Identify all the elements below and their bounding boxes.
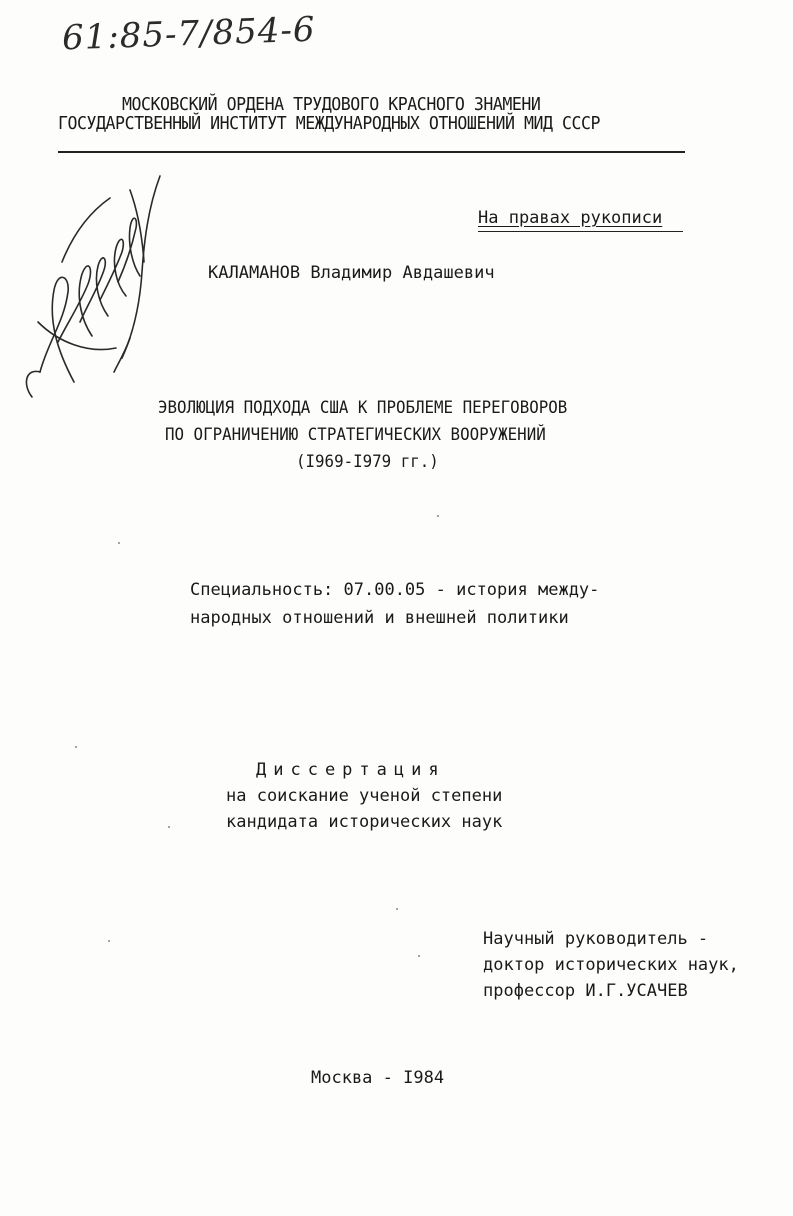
- advisor-line-3: профессор И.Г.УСАЧЕВ: [483, 981, 688, 1001]
- degree-line-1: на соискание ученой степени: [226, 786, 503, 806]
- scan-speck: [75, 746, 77, 748]
- specialty-line-2: народных отношений и внешней политики: [190, 608, 569, 628]
- advisor-line-1: Научный руководитель -: [483, 929, 709, 949]
- advisor-line-2: доктор исторических наук,: [483, 955, 739, 975]
- scan-speck: [108, 940, 110, 942]
- author-name: КАЛАМАНОВ Владимир Авдашевич: [208, 263, 495, 283]
- dissertation-title-line-2: ПО ОГРАНИЧЕНИЮ СТРАТЕГИЧЕСКИХ ВООРУЖЕНИЙ: [165, 425, 546, 445]
- manuscript-note: На правах рукописи: [478, 208, 663, 228]
- dissertation-heading: Диссертация: [256, 760, 446, 780]
- manuscript-underline: [478, 231, 683, 232]
- archive-code: 61:85-7/854-6: [61, 9, 317, 59]
- scan-speck: [396, 908, 398, 910]
- header-divider: [58, 151, 685, 153]
- signature-icon: [18, 172, 178, 407]
- scan-speck: [418, 955, 420, 957]
- institution-line-1: МОСКОВСКИЙ ОРДЕНА ТРУДОВОГО КРАСНОГО ЗНАМЕНИ: [122, 94, 541, 115]
- institution-line-2: ГОСУДАРСТВЕННЫЙ ИНСТИТУТ МЕЖДУНАРОДНЫХ ОТНОШЕНИЙ МИД СССР: [58, 113, 601, 134]
- degree-line-2: кандидата исторических наук: [226, 812, 503, 832]
- dissertation-title-years: (I969-I979 гг.): [296, 452, 439, 472]
- place-and-year: Москва - I984: [311, 1068, 445, 1088]
- scan-speck: [168, 826, 170, 828]
- scan-speck: [118, 542, 120, 544]
- dissertation-title-line-1: ЭВОЛЮЦИЯ ПОДХОДА США К ПРОБЛЕМЕ ПЕРЕГОВОРОВ: [158, 398, 568, 418]
- specialty-line-1: Специальность: 07.00.05 - история между-: [190, 580, 600, 600]
- scan-speck: [437, 515, 439, 517]
